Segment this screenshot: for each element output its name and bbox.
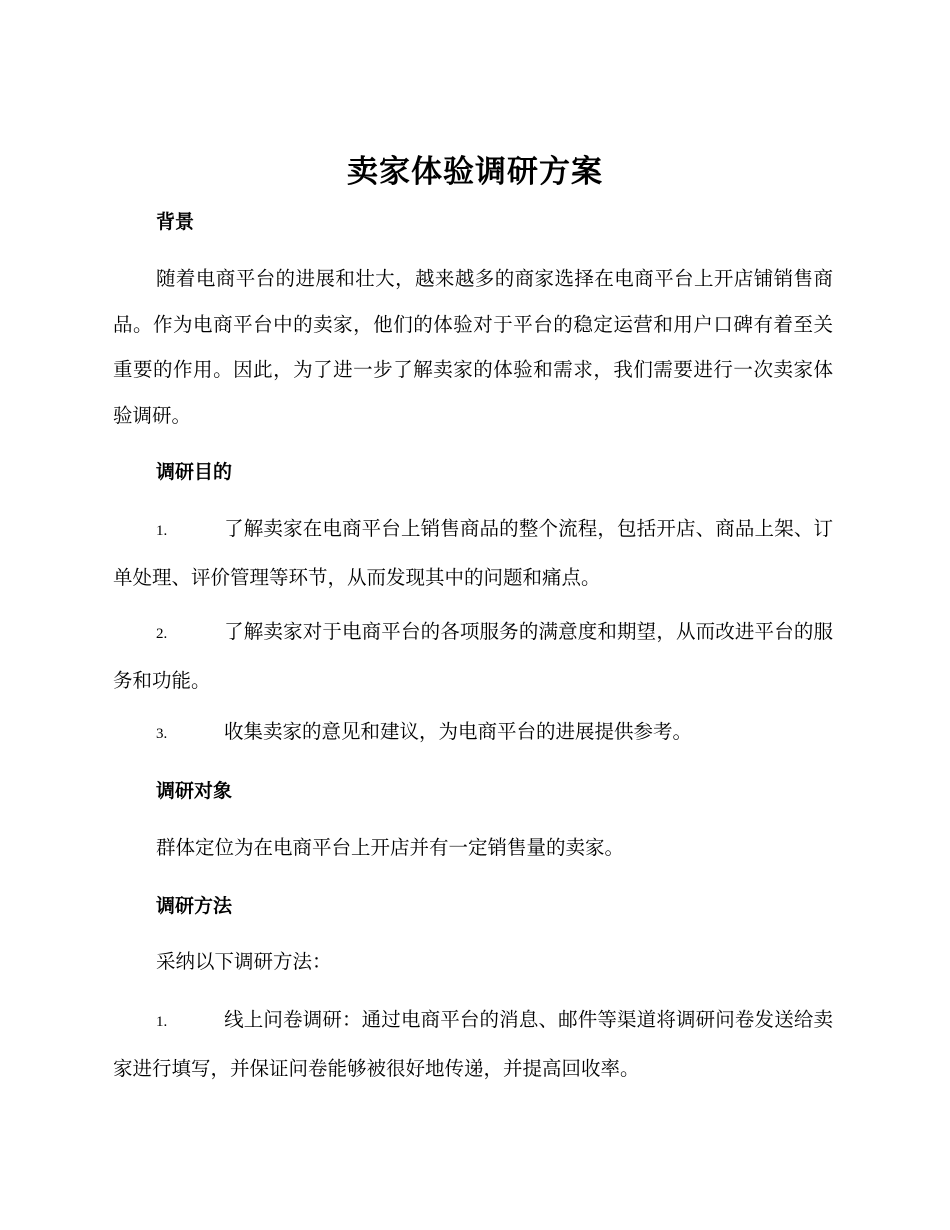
- purpose-list-item: [113, 609, 833, 703]
- list-item-text: 线上问卷调研：通过电商平台的消息、邮件等渠道将调研问卷发送给卖家进行填写，并保证问卷能够被很好地传递，并提高回收率。: [113, 1008, 833, 1080]
- list-item-text: 了解卖家在电商平台上销售商品的整个流程，包括开店、商品上架、订单处理、评价管理等环节，从而发现其中的问题和痛点。: [113, 517, 833, 589]
- target-paragraph: 群体定位为在电商平台上开店并有一定销售量的卖家。: [156, 836, 625, 859]
- list-number: 2.: [156, 626, 168, 642]
- section-heading-target: 调研对象: [156, 780, 233, 802]
- purpose-list-item: [113, 506, 833, 600]
- purpose-list-item: [113, 709, 833, 758]
- list-item-text: 了解卖家对于电商平台的各项服务的满意度和期望，从而改进平台的服务和功能。: [113, 620, 833, 692]
- section-heading-method: 调研方法: [156, 895, 233, 917]
- list-item-text: 收集卖家的意见和建议，为电商平台的进展提供参考。: [224, 720, 693, 743]
- method-list-item: [113, 997, 833, 1091]
- method-intro: 采纳以下调研方法：: [156, 950, 332, 973]
- section-heading-background: 背景: [156, 211, 195, 233]
- section-heading-purpose: 调研目的: [156, 461, 233, 483]
- background-paragraph: 随着电商平台的进展和壮大，越来越多的商家选择在电商平台上开店铺销售商品。作为电商平台中的卖家，他们的体验对于平台的稳定运营和用户口碑有着至关重要的作用。因此，为了进一步了解卖家的体验和需求，我们需要进行一次卖家体验调研。: [113, 267, 833, 427]
- list-number: 1.: [156, 523, 168, 539]
- list-number: 3.: [156, 726, 168, 742]
- list-number: 1.: [156, 1014, 168, 1030]
- document-title: 卖家体验调研方案: [347, 154, 603, 190]
